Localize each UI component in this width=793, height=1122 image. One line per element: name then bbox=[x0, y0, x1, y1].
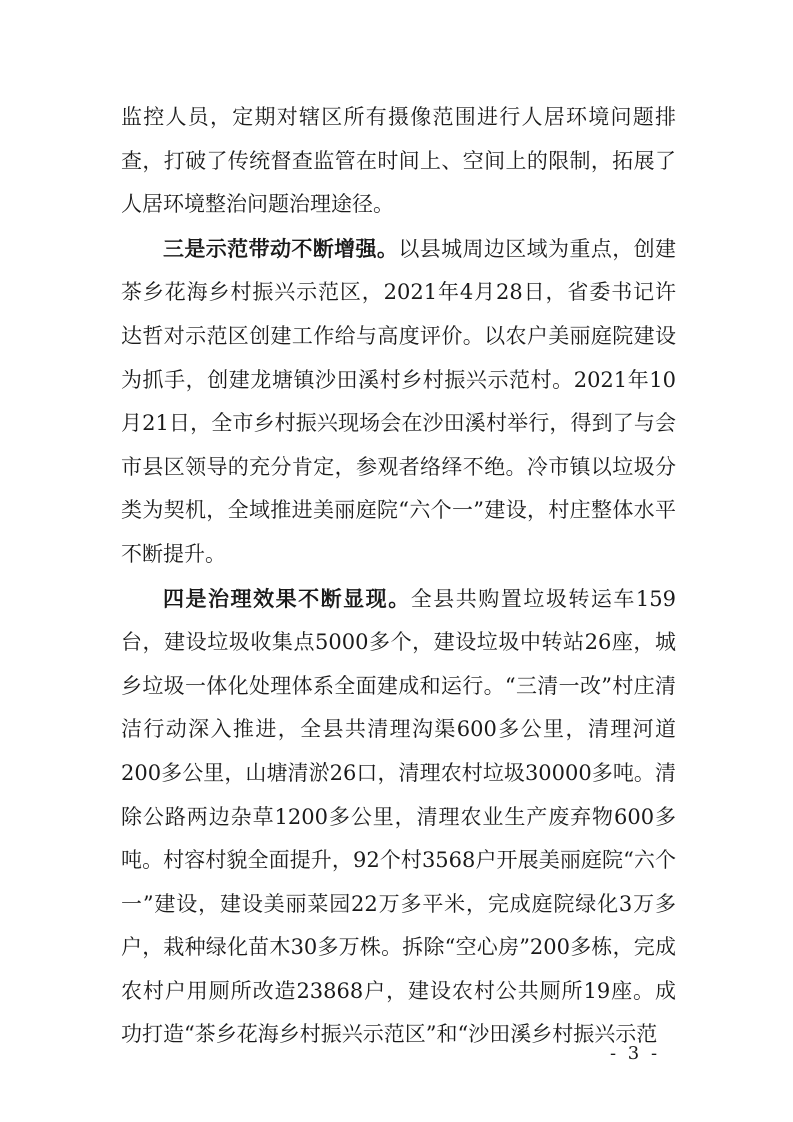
paragraph-1 bbox=[121, 96, 676, 227]
paragraph-2 bbox=[121, 227, 676, 577]
paragraph-2-lead: 三是示范带动不断增强。 bbox=[163, 235, 399, 261]
paragraph-3 bbox=[121, 577, 676, 1058]
paragraph-3-text: 全县共购置垃圾转运车159台，建设垃圾收集点5000多个，建设垃圾中转站26座，城乡垃圾一体化处理体系全面建成和运行。“三清一改”村庄清洁行动深入推进，全县共清理沟渠600多公里，清理河道200多公里，山塘清淤26口，清理农村垃圾30000多吨。清除公路两边杂草1200多公里，清理农业生产废弃物600多吨。村容村貌全面提升，92个村3568户开展美丽庭院“六个一”建设，建设美丽菜园22万多平米，完成庭院绿化3万多户，栽种绿化苗木30多万株。拆除“空心房”200多栋，完成农村户用厕所改造23868户，建设农村公共厕所19座。成功打造“茶乡花海乡村振兴示范区”和“沙田溪乡村振兴示范 bbox=[121, 586, 676, 1047]
paragraph-2-text: 以县城周边区域为重点，创建茶乡花海乡村振兴示范区，2021年4月28日，省委书记许达哲对示范区创建工作给与高度评价。以农户美丽庭院建设为抓手，创建龙塘镇沙田溪村乡村振兴示范村。2021年10月21日，全市乡村振兴现场会在沙田溪村举行，得到了与会市县区领导的充分肯定，参观者络绎不绝。冷市镇以垃圾分类为契机，全域推进美丽庭院“六个一”建设，村庄整体水平不断提升。 bbox=[121, 236, 677, 566]
paragraph-3-lead: 四是治理效果不断显现。 bbox=[163, 585, 411, 611]
page-number: - 3 - bbox=[610, 1043, 661, 1064]
paragraph-1-text: 监控人员，定期对辖区所有摄像范围进行人居环境问题排查，打破了传统督查监管在时间上、空间上的限制，拓展了人居环境整治问题治理途径。 bbox=[121, 105, 676, 217]
body-text bbox=[121, 96, 676, 1057]
